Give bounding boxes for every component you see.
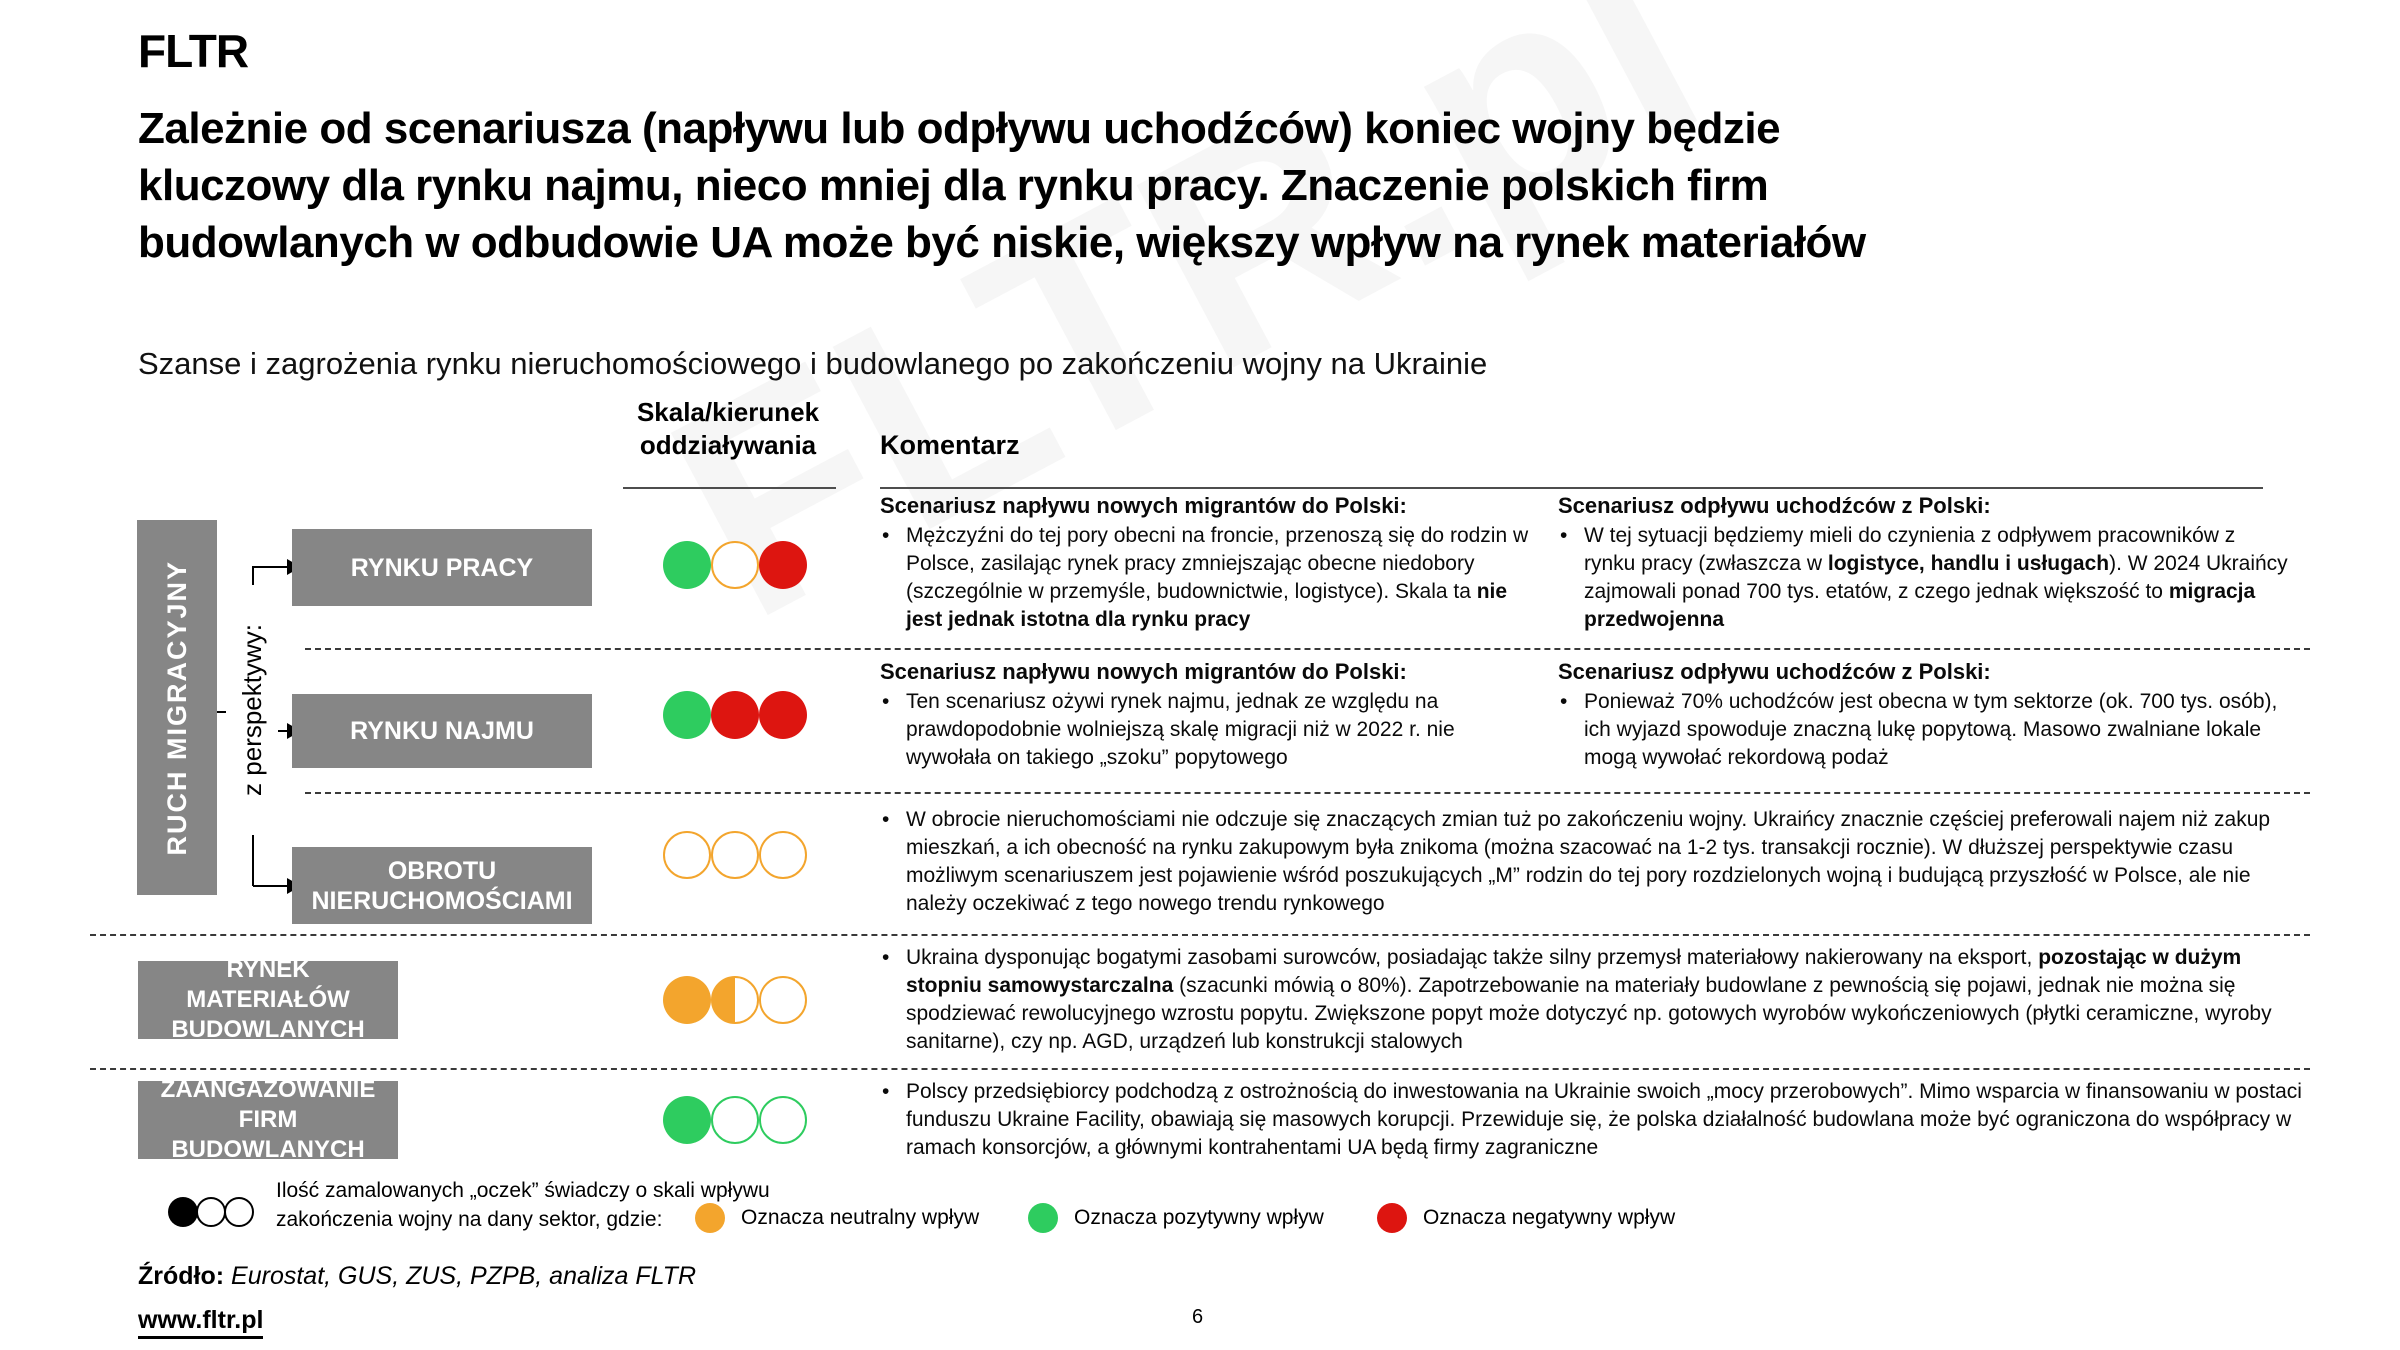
row-label-line-2: NIERUCHOMOŚCIAMI <box>311 886 573 915</box>
bullet-icon: • <box>882 524 890 547</box>
positive-dot-icon <box>1028 1203 1058 1233</box>
row-label-line-1: RYNEK MATERIAŁÓW <box>186 956 350 1013</box>
impact-dots-row-3 <box>663 831 807 879</box>
bullet-icon: • <box>882 690 890 713</box>
negative-dot-icon <box>1377 1203 1407 1233</box>
row-label-construction-firms <box>138 1076 398 1163</box>
row-label-text: RYNKU NAJMU <box>350 717 534 745</box>
impact-dot <box>759 831 807 879</box>
sidebar-group-label: RUCH MIGRACYJNY <box>161 559 192 856</box>
impact-dots-row-1 <box>663 541 807 589</box>
row-label-line-1: OBROTU <box>387 856 497 885</box>
comment-row1-inflow <box>880 492 1545 634</box>
comment-text: ). W 2024 Ukraińcy zajmowali ponad 700 tys. etatów, z czego jednak większość to <box>1584 552 2288 603</box>
legend-item-neutral <box>695 1203 979 1233</box>
row-separator <box>305 792 2310 794</box>
comment-row2-inflow <box>880 658 1545 772</box>
legend-demo-dot <box>168 1197 198 1227</box>
comment-text: W obrocie nieruchomościami nie odczuje się znaczących zmian tuż po zakończeniu wojny. Ukraińcy znacznie częściej preferowali najem niż zakup mieszkań, a ich obecność na rynku zakupowym była znikoma (można szacować na 1-2 tys. transakcji rocznie). W dłuższej perspektywie czasu możliwym scenariuszem jest pojawienie wśród poszukujących „M” rodzin do tej pory rozdzielonych wojną i budującą przyszłość w Polsce, ale nie należy oczekiwać z tego nowego trendu rynkowego <box>906 808 2271 915</box>
perspective-label-box <box>226 585 278 835</box>
row-separator <box>90 1068 2310 1070</box>
impact-dots-row-5 <box>663 1096 807 1144</box>
scale-header-underline <box>623 487 836 489</box>
impact-dot <box>711 976 759 1024</box>
impact-dot <box>711 541 759 589</box>
column-header-scale <box>612 396 844 462</box>
comment-text-bold: logistyce, handlu i usługach <box>1827 552 2110 575</box>
legend-scale-demo <box>170 1197 254 1227</box>
comment-text: W tej sytuacji będziemy mieli do czynienia z odpływem pracowników z rynku pracy (zwłaszcza w <box>1584 524 2236 575</box>
row-label-text <box>311 856 572 916</box>
impact-dot <box>663 541 711 589</box>
comment-row3-property-trading <box>880 806 2312 918</box>
row-label-text <box>146 1075 390 1165</box>
neutral-dot-icon <box>695 1203 725 1233</box>
comment-text: (szacunki mówią o 80%). Zapotrzebowanie na materiały budowlane z pewnością się pojawi, jednak nie można się spodziewać rewolucyjnego wzrostu popytu. Zwiększone popyt może dotyczyć np. gotowych wyrobów wykończeniowych (płytki ceramiczne, wyroby sanitarne), czy np. AGD, urządzeń lub konstrukcji stalowych <box>906 974 2272 1053</box>
comment-text: Ten scenariusz ożywi rynek najmu, jednak ze względu na prawdopodobnie wolniejszą skalę migracji niż w 2022 r. nie wywołała on takiego „szoku” popytowego <box>906 690 1455 769</box>
scenario-heading: Scenariusz napływu nowych migrantów do Polski: <box>880 493 1407 518</box>
comment-bullet <box>880 806 2312 918</box>
source-value: Eurostat, GUS, ZUS, PZPB, analiza FLTR <box>224 1262 696 1290</box>
comment-text-bold: nie jest jednak istotna dla rynku pracy <box>906 580 1508 631</box>
row-label-property-trading <box>292 847 592 924</box>
arrow-line-1 <box>253 566 287 568</box>
impact-dot <box>759 691 807 739</box>
comment-bullet <box>880 944 2312 1056</box>
impact-dot <box>711 1096 759 1144</box>
impact-dot <box>663 1096 711 1144</box>
bullet-icon: • <box>1560 524 1568 547</box>
scenario-heading: Scenariusz odpływu uchodźców z Polski: <box>1558 659 1991 684</box>
row-label-line-2: BUDOWLANYCH <box>171 1016 365 1043</box>
comment-row5-construction-firms <box>880 1078 2312 1162</box>
comment-bullet <box>880 522 1545 634</box>
website-link[interactable]: www.fltr.pl <box>138 1306 263 1339</box>
scenario-heading: Scenariusz odpływu uchodźców z Polski: <box>1558 493 1991 518</box>
impact-dot <box>711 831 759 879</box>
column-header-comment: Komentarz <box>880 430 1020 460</box>
row-label-line-2: BUDOWLANYCH <box>171 1136 365 1163</box>
perspective-label: z perspektywy: <box>236 624 267 796</box>
row-label-rental-market <box>292 694 592 768</box>
legend-item-positive <box>1028 1203 1324 1233</box>
scenario-heading: Scenariusz napływu nowych migrantów do Polski: <box>880 659 1407 684</box>
legend-note-line-1: Ilość zamalowanych „oczek” świadczy o skali wpływu <box>276 1179 770 1202</box>
arrow-line-3 <box>253 885 287 887</box>
comment-text: Ponieważ 70% uchodźców jest obecna w tym sektorze (ok. 700 tys. osób), ich wyjazd spowoduje znaczną lukę popytową. Masowo zwalniane lokale mogą wywołać rekordową podaż <box>1584 690 2278 769</box>
legend-item-negative <box>1377 1203 1675 1233</box>
source-line <box>138 1262 696 1291</box>
bullet-icon: • <box>882 946 890 969</box>
impact-dots-row-2 <box>663 691 807 739</box>
bullet-icon: • <box>882 808 890 831</box>
page-subtitle: Szanse i zagrożenia rynku nieruchomościowego i budowlanego po zakończeniu wojny na Ukrainie <box>138 346 1488 381</box>
comment-bullet <box>880 688 1545 772</box>
row-label-text: RYNKU PRACY <box>350 553 534 582</box>
scale-header-line-1: Skala/kierunek <box>636 397 820 427</box>
impact-dot <box>759 1096 807 1144</box>
row-label-labour-market <box>292 529 592 606</box>
title-line-2: kluczowy dla rynku najmu, nieco mniej dla rynku pracy. Znaczenie polskich firm <box>138 161 1769 210</box>
title-line-1: Zależnie od scenariusza (napływu lub odpływu uchodźców) koniec wojny będzie <box>138 104 1781 153</box>
row-separator <box>90 934 2310 936</box>
impact-dot <box>663 976 711 1024</box>
impact-dots-row-4 <box>663 976 807 1024</box>
row-label-text <box>146 955 390 1045</box>
legend-demo-dot <box>224 1197 254 1227</box>
impact-dot <box>759 976 807 1024</box>
impact-dot <box>663 691 711 739</box>
comment-row4-building-materials <box>880 944 2312 1056</box>
sidebar-group-migration <box>137 520 217 895</box>
bullet-icon: • <box>1560 690 1568 713</box>
comment-text-bold: pozostając w dużym stopniu samowystarczalna <box>906 946 2242 997</box>
scale-header-line-2: oddziaływania <box>639 430 817 460</box>
comment-header-underline <box>880 487 2263 489</box>
legend-item-label: Oznacza negatywny wpływ <box>1423 1206 1676 1229</box>
comment-row1-outflow <box>1558 492 2288 634</box>
row-label-building-materials <box>138 956 398 1043</box>
title-line-3: budowlanych w odbudowie UA może być niskie, większy wpływ na rynek materiałów <box>138 218 1866 267</box>
comment-text: Polscy przedsiębiorcy podchodzą z ostrożnością do inwestowania na Ukrainie swoich „mocy przerobowych”. Mimo wsparcia w finansowaniu w postaci funduszu Ukraine Facility, obawiają się masowych korupcji. Przewiduje się, że polska działalność budowlana może być ograniczona do współpracy w ramach konsorcjów, a głównymi kontrahentami UA będą firmy zagraniczne <box>906 1080 2302 1159</box>
impact-dot <box>711 691 759 739</box>
impact-dot <box>663 831 711 879</box>
bullet-icon: • <box>882 1080 890 1103</box>
row-separator <box>305 648 2310 650</box>
legend-item-label: Oznacza pozytywny wpływ <box>1074 1206 1324 1229</box>
legend-demo-dot <box>196 1197 226 1227</box>
comment-bullet <box>1558 688 2288 772</box>
legend-note-line-2: zakończenia wojny na dany sektor, gdzie: <box>276 1208 663 1231</box>
brand-logo: FLTR <box>138 25 249 77</box>
page-title <box>138 100 2318 271</box>
comment-text-bold: migracja przedwojenna <box>1584 580 2256 631</box>
impact-dot <box>759 541 807 589</box>
comment-text: Mężczyźni do tej pory obecni na froncie, przenoszą się do rodzin w Polsce, zasilając rynek pracy zmniejszając obecne niedobory (szczególnie w przemyśle, budownictwie, logistyce). Skala ta <box>906 524 1529 603</box>
comment-row2-outflow <box>1558 658 2288 772</box>
page-number: 6 <box>1192 1306 1204 1328</box>
row-label-line-1: ZAANGAŻOWANIE FIRM <box>160 1076 376 1133</box>
comment-bullet <box>1558 522 2288 634</box>
legend-item-label: Oznacza neutralny wpływ <box>741 1206 980 1229</box>
comment-bullet <box>880 1078 2312 1162</box>
source-label: Źródło: <box>138 1262 225 1290</box>
comment-text: Ukraina dysponując bogatymi zasobami surowców, posiadając także silny przemysł materiałowy nakierowany na eksport, <box>906 946 2039 969</box>
